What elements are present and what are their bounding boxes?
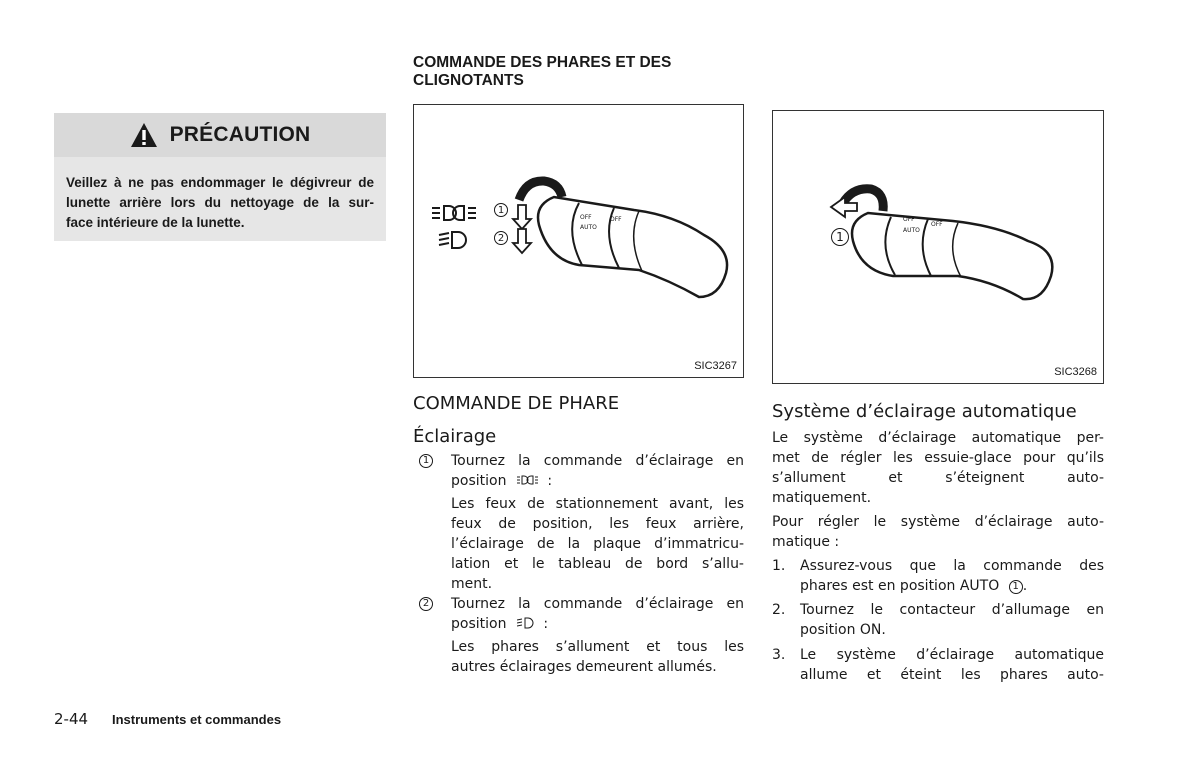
step-number: 3. [772, 647, 786, 663]
section-title: COMMANDE DES PHARES ET DES CLIGNOTANTS [413, 54, 672, 89]
step-1: 1. Assurez-vous que la commande des phares est en position AUTO 1 . [772, 558, 1104, 594]
switch-label-auto: AUTO [903, 227, 920, 234]
lighting-item-1: 1 Tournez la commande d’éclairage en position : Les feux de stationnement avant, les feux de position, les feux arrière, l’éclairage de la plaque d’immatricu- lation et le tableau de bord s’allu- ment. [418, 451, 744, 594]
lighting-item-2: 2 Tournez la commande d’éclairage en position : Les phares s’allument et tous les autres éclairages demeurent allumés. [418, 594, 744, 677]
warning-triangle-icon [130, 122, 158, 148]
switch-label-auto: AUTO [580, 224, 597, 231]
auto-lighting-how-to: Pour régler le système d’éclairage auto- matique : [772, 514, 1104, 550]
caution-title: PRÉCAUTION [169, 123, 311, 146]
auto-lighting-intro: Le système d’éclairage automatique per- met de régler les essuie-glace pour qu’ils s’allument et s’éteignent auto- matiquement. [772, 430, 1104, 506]
figure-headlight-switch [413, 104, 744, 378]
step-3: 3. Le système d’éclairage automatique allume et éteint les phares auto- [772, 647, 1104, 683]
callout-1: 1 [831, 228, 849, 246]
chapter-title: Instruments et commandes [112, 712, 282, 727]
switch-label-off: OFF [903, 216, 915, 223]
caution-text: Veillez à ne pas endommager le dégivreur de lunette arrière lors du nettoyage de la sur- face intérieure de la lunette. [66, 175, 374, 230]
parking-lights-icon [517, 475, 539, 485]
headlight-icon [517, 617, 535, 629]
figure-code: SIC3267 [694, 360, 737, 372]
switch-label-off-2: OFF [610, 216, 622, 223]
item-number: 2 [419, 597, 433, 611]
section-heading-auto-lighting: Système d’éclairage automatique [772, 401, 1077, 422]
callout-1: 1 [494, 203, 508, 217]
callout-2: 2 [494, 231, 508, 245]
figure-auto-light-switch [772, 110, 1104, 384]
figure-code: SIC3268 [1054, 366, 1097, 378]
step-number: 1. [772, 558, 786, 574]
caution-box [54, 113, 386, 241]
page-number: 2-44 [54, 710, 89, 728]
callout-circle: 1 [1009, 580, 1023, 594]
subheading-lighting: Éclairage [413, 426, 497, 447]
switch-label-off-2: OFF [931, 221, 943, 228]
caution-header [54, 113, 386, 157]
section-heading-headlight: COMMANDE DE PHARE [413, 393, 620, 414]
headlight-switch-illustration [414, 105, 745, 379]
auto-light-switch-illustration [773, 111, 1105, 385]
switch-label-off: OFF [580, 214, 592, 221]
step-number: 2. [772, 602, 786, 618]
step-2: 2. Tournez le contacteur d’allumage en position ON. [772, 602, 1104, 638]
item-number: 1 [419, 454, 433, 468]
